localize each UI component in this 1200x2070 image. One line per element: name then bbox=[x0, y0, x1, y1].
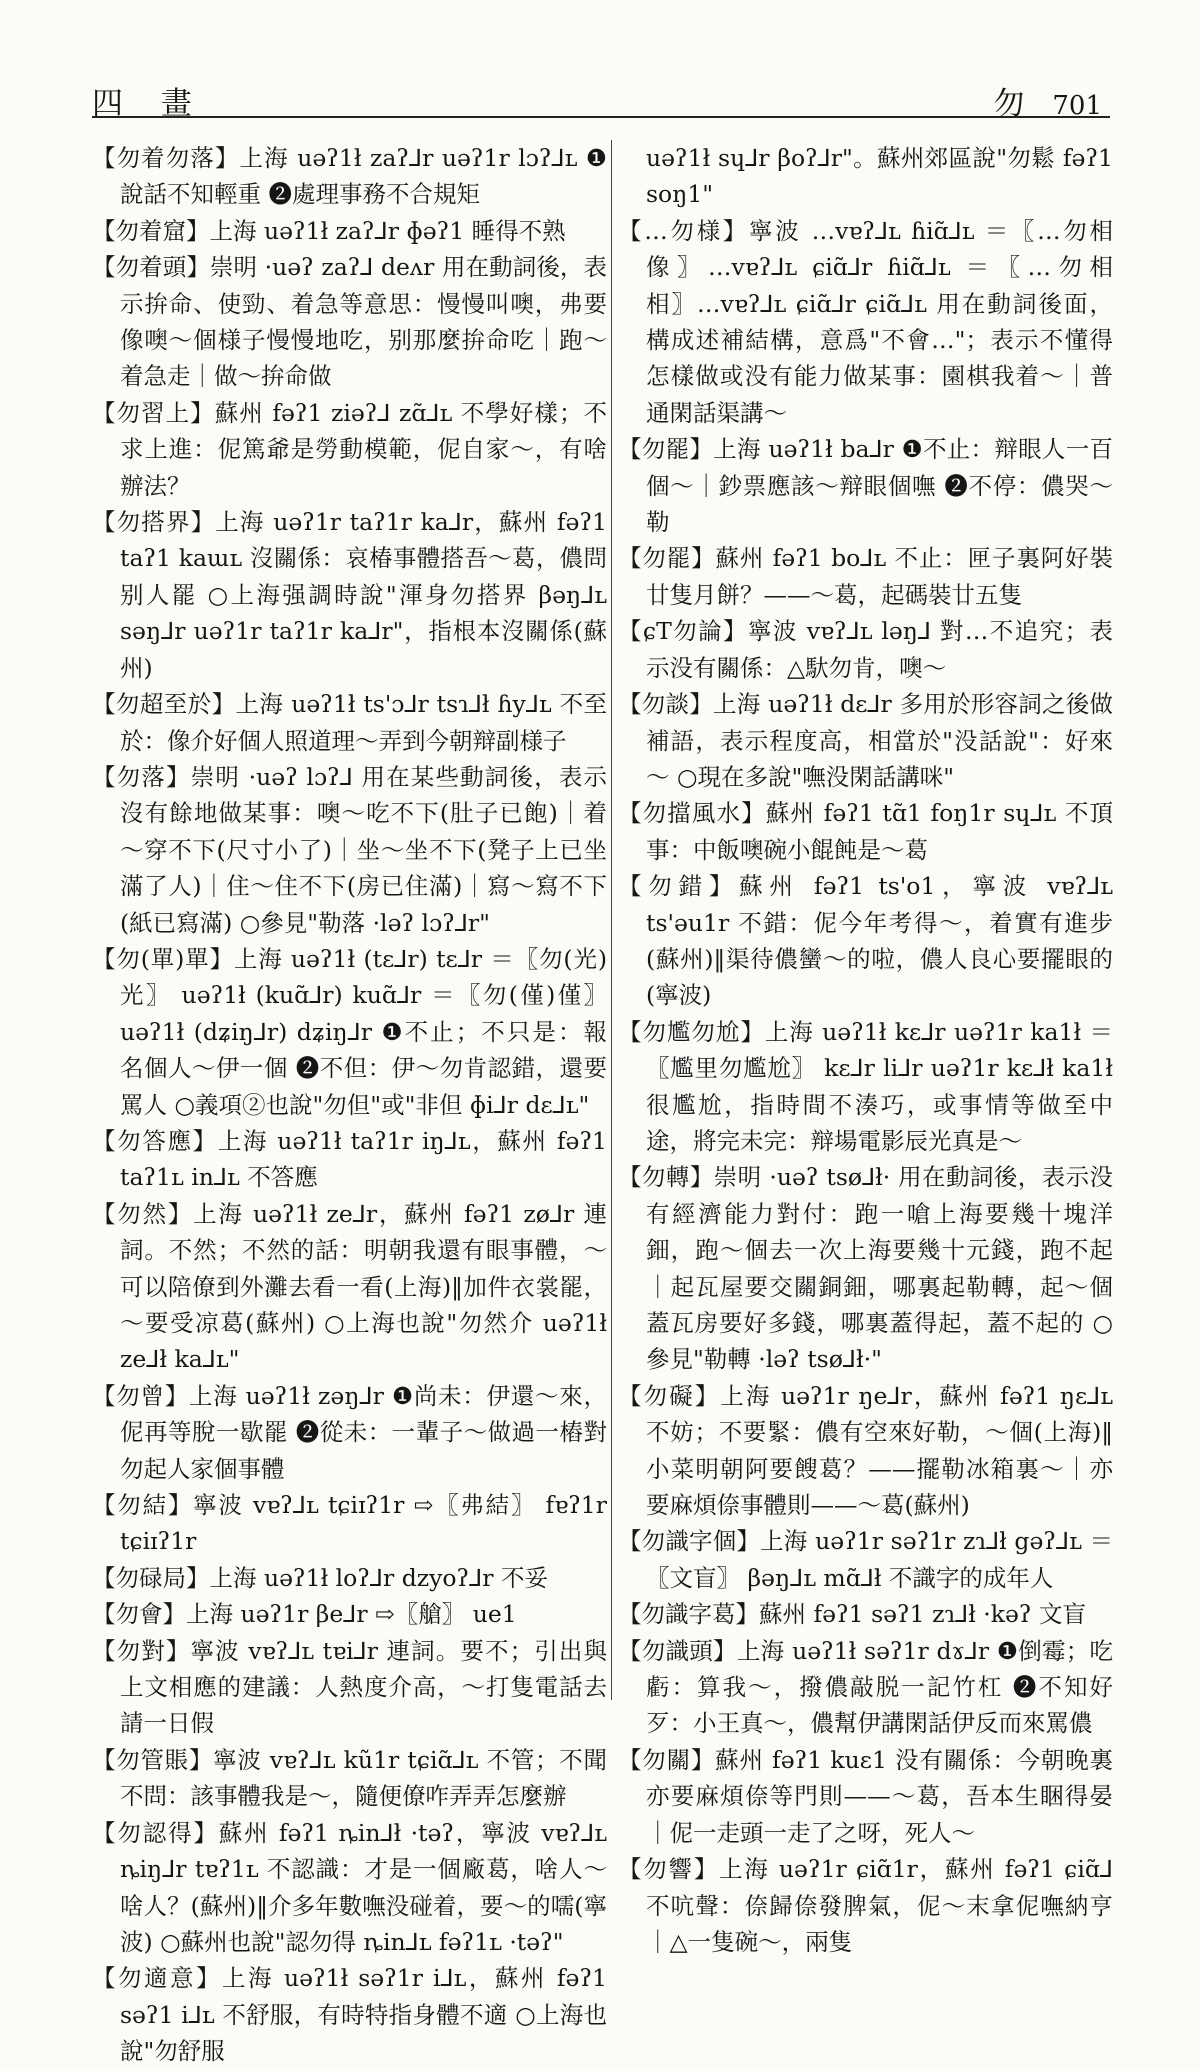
dictionary-entry: 【勿結】寧波 vɐʔ⅃ʟ tɕiɪʔ1r ⇨〖弗結〗 fɐʔ1r tɕiɪʔ1r bbox=[92, 1491, 607, 1556]
dictionary-entry: 【勿錯】蘇州 fəʔ1 ts'o1，寧波 vɐʔ⅃ʟ ts'əu1r 不錯：伲今年考得～，着實有進步(蘇州)‖渠待儂蠻～的啦，儂人良心要擺眼的(寧波) bbox=[618, 872, 1113, 1010]
section-title: 四 畫 bbox=[92, 86, 206, 122]
dictionary-entry: 【勿擋風水】蘇州 fəʔ1 tɑ̃1 foŋ1r sɥ⅃ʟ 不頂事：中飯噢碗小餛飩是～葛 bbox=[618, 799, 1113, 864]
dictionary-entry: 【勿談】上海 uəʔ1ł dɛ⅃r 多用於形容詞之後做補語，表示程度高，相當於"没話說"：好來～ ○現在多說"嘸没閑話講咪" bbox=[618, 690, 1113, 791]
dictionary-entry: 【勿關】蘇州 fəʔ1 kuɛ1 没有關係：今朝晚裏亦要麻煩倷等門則——～葛，吾本生睏得晏｜伲一走頭一走了之呀，死人～ bbox=[618, 1745, 1113, 1847]
dictionary-entry: 【勿着頭】崇明 ·uəʔ zaʔ⅃ deʌr 用在動詞後，表示拚命、使勁、着急等意思：慢慢叫噢，弗要像噢～個様子慢慢地吃，别那麼拚命吃｜跑～着急走｜做～拚命做 bbox=[92, 253, 607, 391]
right-column bbox=[618, 140, 1113, 1956]
dictionary-entry: 【勿適意】上海 uəʔ1ł səʔ1r i⅃ʟ，蘇州 fəʔ1 səʔ1 i⅃ʟ 不舒服，有時特指身體不適 ○上海也說"勿舒服 bbox=[92, 1964, 607, 2066]
dictionary-entry: 【勿超至於】上海 uəʔ1ł ts'ɔ⅃r tsɿ⅃ł ɦy⅃ʟ 不至於：像介好個人照道理～弄到今朝辩副様子 bbox=[92, 690, 607, 755]
left-column bbox=[92, 140, 607, 2066]
dictionary-entry: 【勿罷】蘇州 fəʔ1 bo⅃ʟ 不止：匣子裏阿好裝廿隻月餅？——～葛，起碼裝廿五隻 bbox=[618, 544, 1113, 609]
dictionary-entry: 【勿礙】上海 uəʔ1r ŋe⅃r，蘇州 fəʔ1 ŋɛ⅃ʟ 不妨；不要緊：儂有空來好勒，～個(上海)‖小菜明朝阿要餿葛？——擺勒冰箱裏～｜亦要麻煩倷事體則——～葛(蘇州) bbox=[618, 1381, 1113, 1520]
dictionary-entry: 【勿對】寧波 vɐʔ⅃ʟ tɐi⅃r 連詞。要不；引出與上文相應的建議：人熱度介高，～打隻電話去請一日假 bbox=[92, 1636, 607, 1738]
header-rule bbox=[92, 116, 1110, 118]
page-number: 701 bbox=[1052, 91, 1102, 121]
dictionary-entry: 【勿識字葛】蘇州 fəʔ1 səʔ1 zɿ⅃ł ·kəʔ 文盲 bbox=[618, 1600, 1086, 1629]
dictionary-entry: 【勿着窟】上海 uəʔ1ł zaʔ⅃r ɸəʔ1 睡得不熟 bbox=[92, 216, 566, 245]
entry-continuation: uəʔ1ł sɥ⅃r βoʔ⅃r"。蘇州郊區說"勿鬆 fəʔ1 soŋ1" bbox=[646, 144, 1113, 209]
dictionary-entry: 【勿響】上海 uəʔ1r ɕiɑ̃1r，蘇州 fəʔ1 ɕiɑ̃⅃ 不吭聲：倷歸倷發脾氣，伲～末拿伲嘸納亨｜△一隻碗～，兩隻 bbox=[618, 1855, 1113, 1956]
dictionary-entry: 【勿識頭】上海 uəʔ1ł səʔ1r dɤ⅃r ❶倒霉；吃虧：算我～，撥儂敲脱一記竹杠 ❷不知好歹：小王真～，儂幫伊講閑話伊反而來罵儂 bbox=[618, 1636, 1113, 1738]
dictionary-entry: 【勿尷勿尬】上海 uəʔ1ł kɛ⅃r uəʔ1r ka1ł ＝〖尷里勿尷尬〗 kɛ⅃r li⅃r uəʔ1r kɛ⅃ł ka1ł 很尷尬，指時間不湊巧，或事情等做至中途，將完未完：辩場電影辰光真是～ bbox=[618, 1017, 1113, 1155]
dictionary-entry: 【勿曾】上海 uəʔ1ł zəŋ⅃r ❶尚未：伊還～來，伲再等脫一歇罷 ❷從未：一輩子～做過一樁對勿起人家個事體 bbox=[92, 1381, 607, 1483]
dictionary-entry: 【勿會】上海 uəʔ1r βe⅃r ⇨〖艙〗 ue1 bbox=[92, 1600, 517, 1629]
dictionary-entry: 【勿搭界】上海 uəʔ1r taʔ1r ka⅃r，蘇州 fəʔ1 taʔ1 kaɯʟ 沒關係：哀椿事體搭吾～葛，儂問别人罷 ○上海强調時說"渾身勿搭界 βəŋ⅃ʟ səŋ⅃r uəʔ1r taʔ1r ka⅃r"，指根本沒關係(蘇州) bbox=[92, 508, 607, 682]
dictionary-entry: 【勿轉】崇明 ·uəʔ tsø⅃ł· 用在動詞後，表示没有經濟能力對付：跑一嗆上海要幾十塊洋鈿，跑～個去一次上海要幾十元錢，跑不起｜起瓦屋要交關銅鈿，哪裏起勒轉，起～個蓋瓦房要好多錢，哪裏蓋得起，蓋不起的 ○參見"勒轉 ·ləʔ tsø⅃ł·" bbox=[618, 1163, 1113, 1374]
dictionary-entry: 【ɕT勿論】寧波 vɐʔ⅃ʟ ləŋ⅃ 對…不追究；表示没有關係：△馱勿肯，噢～ bbox=[618, 617, 1113, 682]
dictionary-entry: 【勿習上】蘇州 fəʔ1 ziəʔ⅃ zɑ̃⅃ʟ 不學好樣；不求上進：伲篤爺是勞動模範，伲自家～，有啥辦法？ bbox=[92, 398, 607, 500]
dictionary-entry: 【勿落】崇明 ·uəʔ lɔʔ⅃ 用在某些動詞後，表示沒有餘地做某事：噢～吃不下(肚子已飽)｜着～穿不下(尺寸小了)｜坐～坐不下(凳子上已坐滿了人)｜住～住不下(房已住滿)｜寫～寫不下(紙已寫滿) ○參見"勒落 ·ləʔ lɔʔ⅃r" bbox=[92, 762, 607, 937]
head-character: 勿 bbox=[993, 86, 1025, 122]
dictionary-entry: 【勿(單)單】上海 uəʔ1ł (tɛ⅃r) tɛ⅃r ＝〖勿(光)光〗 uəʔ1ł (kuɑ̃⅃r) kuɑ̃⅃r ＝〖勿(僅)僅〗 uəʔ1ł (dʑiŋ⅃r) dʑiŋ⅃r ❶不止；不只是：報名個人～伊一個 ❷不但：伊～勿肯認錯，還要罵人 ○義項②也說"勿但"或"非但 ɸi⅃r dɛ⅃ʟ" bbox=[92, 944, 607, 1119]
dictionary-entry: 【勿罷】上海 uəʔ1ł ba⅃r ❶不止：辩眼人一百個～｜鈔票應該～辩眼個嘸 ❷不停：儂哭～勒 bbox=[618, 435, 1113, 537]
dictionary-entry: 【勿認得】蘇州 fəʔ1 ȵin⅃ł ·təʔ，寧波 vɐʔ⅃ʟ ȵiŋ⅃r tɐʔ1ʟ 不認識：才是一個廠葛，啥人～啥人？(蘇州)‖介多年數嘸没碰着，要～的嚅(寧波) ○蘇州也說"認勿得 ȵin⅃ʟ fəʔ1ʟ ·təʔ" bbox=[92, 1818, 607, 1956]
page-header bbox=[92, 70, 1112, 122]
dictionary-entry: 【勿碌局】上海 uəʔ1ł loʔ⅃r dzyoʔ⅃r 不妥 bbox=[92, 1563, 548, 1592]
column-divider bbox=[611, 140, 612, 1700]
dictionary-entry: 【…勿様】寧波 …vɐʔ⅃ʟ ɦiɑ̃⅃ʟ ＝〖…勿相像〗…vɐʔ⅃ʟ ɕiɑ̃⅃r ɦiɑ̃⅃ʟ ＝〖…勿相相〗…vɐʔ⅃ʟ ɕiɑ̃⅃r ɕiɑ̃⅃ʟ 用在動詞後面，構成述補結構，意爲"不會…"；表示不懂得怎樣做或没有能力做某事：園棋我着～｜普通閑話渠講～ bbox=[618, 216, 1113, 427]
dictionary-entry: 【勿識字個】上海 uəʔ1r səʔ1r zɿ⅃ł gəʔ⅃ʟ ＝〖文盲〗 βəŋ⅃ʟ mɑ̃⅃ł 不識字的成年人 bbox=[618, 1527, 1113, 1592]
dictionary-entry: 【勿然】上海 uəʔ1ł ze⅃r，蘇州 fəʔ1 zø⅃r 連詞。不然；不然的話：明朝我還有眼事體，～可以陪僚到外灘去看一看(上海)‖加件衣裳罷，～要受凉葛(蘇州) ○上海也說"勿然介 uəʔ1ł ze⅃ł ka⅃ʟ" bbox=[92, 1199, 607, 1374]
dictionary-entry: 【勿答應】上海 uəʔ1ł taʔ1r iŋ⅃ʟ，蘇州 fəʔ1 taʔ1ʟ in⅃ʟ 不答應 bbox=[92, 1126, 607, 1192]
dictionary-entry: 【勿管賬】寧波 vɐʔ⅃ʟ kũ1r tɕiɑ̃⅃ʟ 不管；不聞不問：該事體我是～，隨便僚咋弄弄怎麼辦 bbox=[92, 1745, 607, 1811]
dictionary-entry: 【勿着勿落】上海 uəʔ1ł zaʔ⅃r uəʔ1r lɔʔ⅃ʟ ❶說話不知輕重 ❷處理事務不合規矩 bbox=[92, 144, 607, 209]
